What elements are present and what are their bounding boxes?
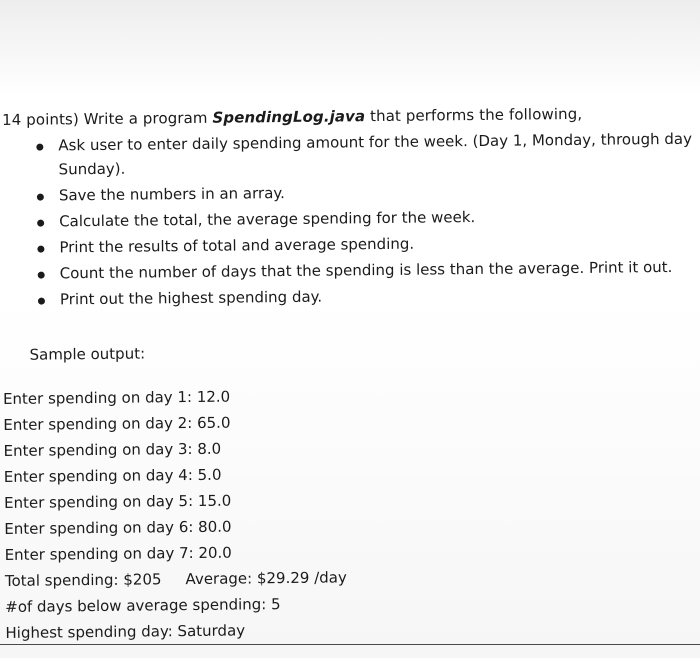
output-line: Enter spending on day 7: 20.0: [4, 543, 232, 564]
output-line: Enter spending on day 1: 12.0: [2, 387, 231, 408]
output-line: Enter spending on day 6: 80.0: [4, 517, 232, 538]
bullet-icon: [38, 272, 45, 279]
bullet-icon: [37, 246, 44, 253]
list-item-text: Ask user to enter daily spending amount for the week. (Day 1, Monday, through day: [58, 129, 693, 155]
program-name: SpendingLog.java: [212, 107, 366, 127]
list-item-text: Print the results of total and average spending.: [59, 234, 415, 257]
output-line: Enter spending on day 3: 8.0: [3, 439, 222, 460]
output-line: Enter spending on day 5: 15.0: [4, 491, 232, 512]
bullet-icon: [37, 194, 44, 201]
list-item-continuation-text: Sunday).: [58, 159, 126, 179]
list-item-text: Save the numbers in an array.: [58, 184, 285, 205]
sample-output-label: Sample output:: [29, 344, 146, 364]
average-spending: Average: $29.29 /day: [185, 568, 347, 589]
below-average-line: #of days below average spending: 5: [5, 595, 281, 616]
list-item-text: Count the number of days that the spending is less than the average. Print it out.: [59, 257, 673, 283]
list-item-text: Print out the highest spending day.: [59, 287, 323, 309]
output-line: Enter spending on day 2: 65.0: [3, 413, 231, 434]
list-item: [2, 284, 700, 315]
divider: [0, 644, 700, 645]
highest-day-line: Highest spending day: Saturday: [5, 621, 246, 642]
output-line: Enter spending on day 4: 5.0: [3, 465, 222, 486]
assignment-content: [0, 104, 700, 642]
intro-prefix: 14 points) Write a program: [1, 108, 213, 129]
bullet-icon: [36, 144, 43, 151]
intro-suffix: that performs the following,: [365, 104, 583, 126]
list-item-text: Calculate the total, the average spending for the week.: [59, 208, 476, 231]
page-shadow: [0, 0, 700, 95]
bullet-icon: [37, 220, 44, 227]
total-spending: Total spending: $205: [4, 570, 162, 590]
output-totals-line: [5, 568, 347, 590]
bullet-icon: [38, 298, 45, 305]
assignment-intro: [2, 105, 582, 129]
